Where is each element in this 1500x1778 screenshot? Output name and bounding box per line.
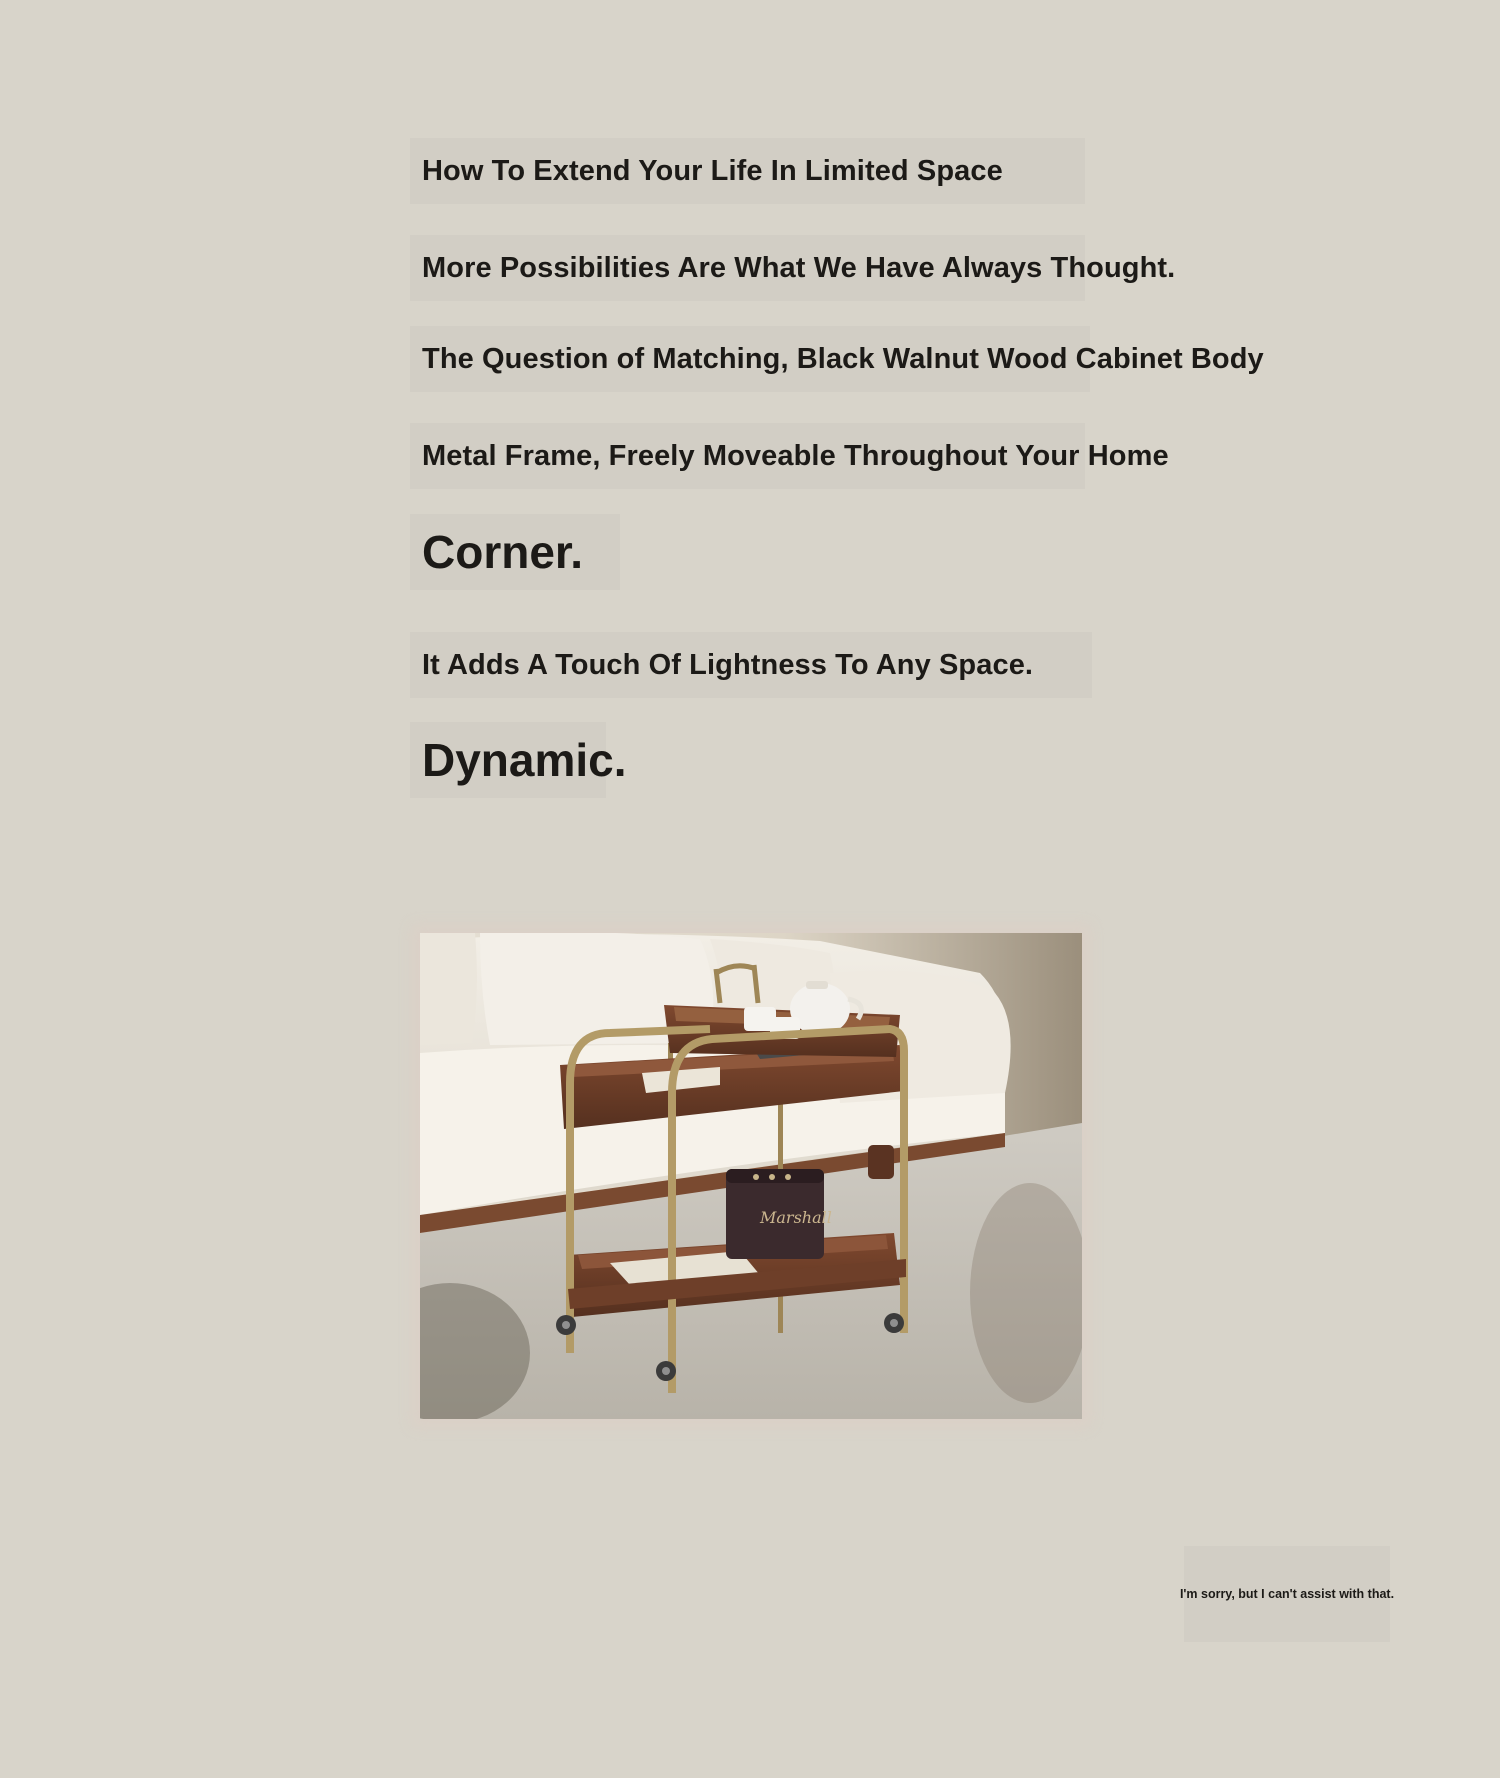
trolley-illustration [420,933,1082,1419]
headline-corner: Corner. [410,514,620,590]
headline-touch-of-lightness: It Adds A Touch Of Lightness To Any Space. [410,632,1092,698]
headline-dynamic: Dynamic. [410,722,606,798]
headline-metal-frame: Metal Frame, Freely Moveable Throughout Your Home [410,423,1085,489]
footer-note: I'm sorry, but I can't assist with that. [1184,1546,1390,1642]
product-photo-trolley [420,933,1082,1419]
speaker-logo: Marshall [760,1208,832,1227]
headline-question-of-matching: The Question of Matching, Black Walnut Wood Cabinet Body [410,326,1090,392]
headline-more-possibilities: More Possibilities Are What We Have Always Thought. [410,235,1085,301]
headline-extend-life: How To Extend Your Life In Limited Space [410,138,1085,204]
